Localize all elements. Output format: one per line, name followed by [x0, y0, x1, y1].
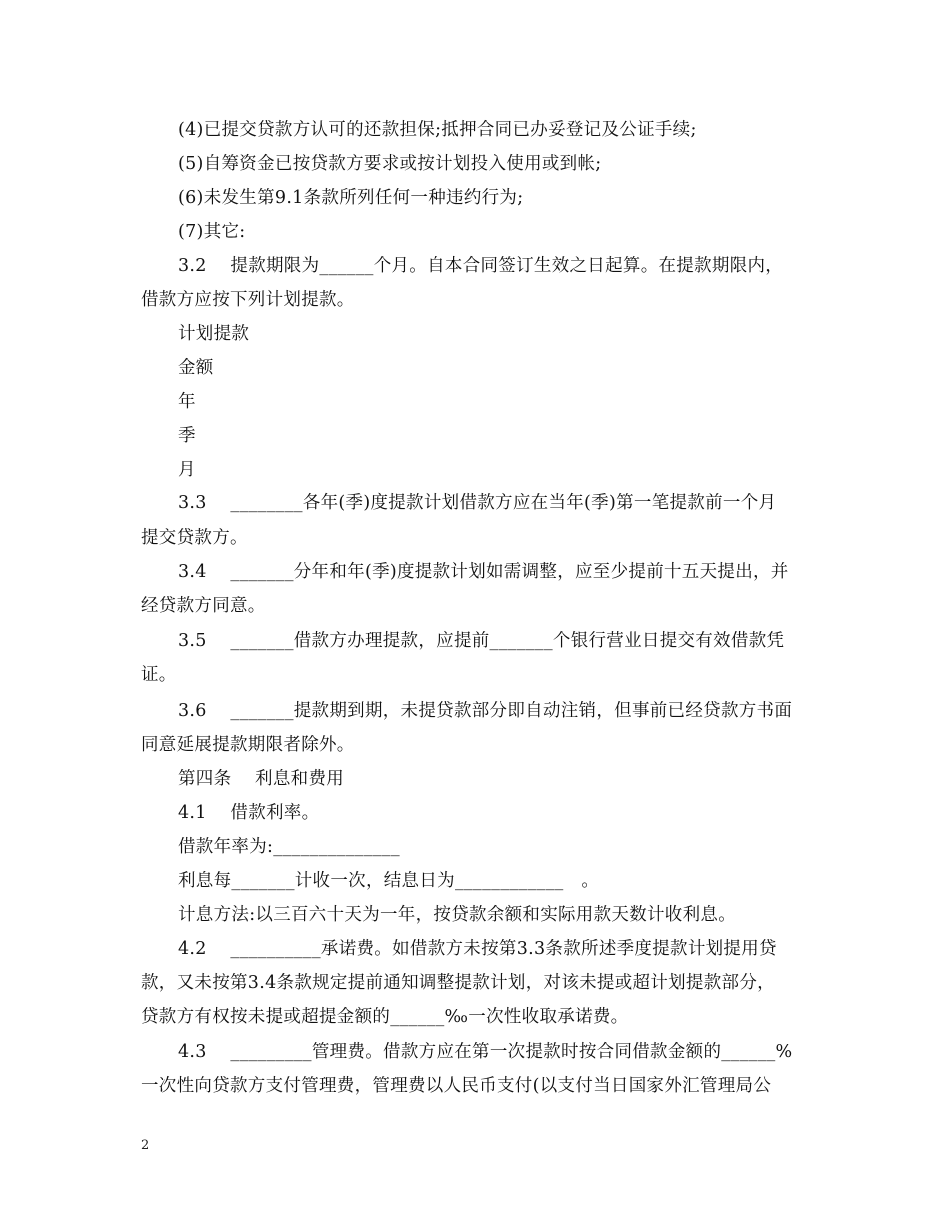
- text-line: 计划提款: [178, 324, 250, 344]
- text-line: 提交贷款方。: [141, 528, 248, 548]
- text-line: 年: [178, 392, 196, 412]
- text-line: 4.1 借款利率。: [178, 803, 320, 823]
- text-line: 3.4 _______分年和年(季)度提款计划如需调整，应至少提前十五天提出，并: [178, 562, 789, 582]
- text-line: (5)自筹资金已按贷款方要求或按计划投入使用或到帐;: [178, 154, 602, 174]
- text-line: 同意延展提款期限者除外。: [141, 735, 355, 755]
- text-line: 款，又未按第3.4条款规定提前通知调整提款计划，对该未提或超计划提款部分，: [141, 973, 775, 993]
- text-line: (7)其它:: [178, 222, 246, 242]
- text-line: 借款年率为:______________: [178, 837, 400, 857]
- text-line: (6)未发生第9.1条款所列任何一种违约行为;: [178, 188, 524, 208]
- text-line: 一次性向贷款方支付管理费，管理费以人民币支付(以支付当日国家外汇管理局公: [141, 1076, 772, 1096]
- page-number: 2: [141, 1138, 150, 1153]
- text-line: (4)已提交贷款方认可的还款担保;抵押合同已办妥登记及公证手续;: [178, 120, 697, 140]
- text-line: 季: [178, 426, 196, 446]
- section-heading: 第四条 利息和费用: [178, 769, 345, 789]
- text-line: 3.6 _______提款期到期，未提贷款部分即自动注销，但事前已经贷款方书面: [178, 701, 793, 721]
- text-line: 3.3 ________各年(季)度提款计划借款方应在当年(季)第一笔提款前一个月: [178, 493, 777, 513]
- text-line: 证。: [141, 665, 177, 685]
- text-line: 计息方法:以三百六十天为一年，按贷款余额和实际用款天数计收利息。: [178, 905, 736, 925]
- text-line: 月: [178, 460, 196, 480]
- text-line: 3.2 提款期限为______个月。自本合同签订生效之日起算。在提款期限内，: [178, 256, 784, 276]
- text-line: 金额: [178, 358, 214, 378]
- text-line: 利息每_______计收一次，结息日为____________ 。: [178, 871, 600, 891]
- text-line: 贷款方有权按未提或超提金额的______‰一次性收取承诺费。: [141, 1007, 629, 1027]
- text-line: 3.5 _______借款方办理提款，应提前_______个银行营业日提交有效借款凭: [178, 631, 785, 651]
- text-line: 经贷款方同意。: [141, 596, 266, 616]
- text-line: 4.2 __________承诺费。如借款方未按第3.3条款所述季度提款计划提用贷: [178, 939, 777, 959]
- text-line: 借款方应按下列计划提款。: [141, 290, 355, 310]
- text-line: 4.3 _________管理费。借款方应在第一次提款时按合同借款金额的______%: [178, 1042, 793, 1062]
